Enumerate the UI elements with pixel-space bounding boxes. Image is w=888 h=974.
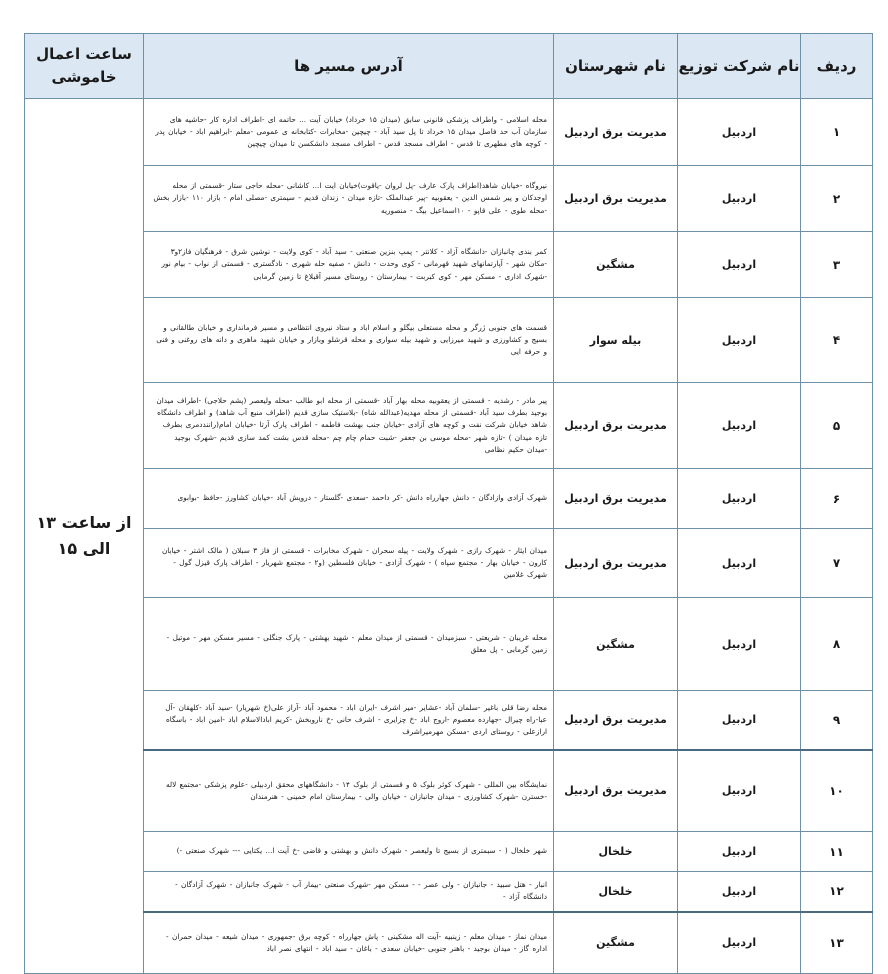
row-number: ۵ (801, 383, 873, 469)
blackout-schedule-table (24, 33, 873, 974)
route-address: نمایشگاه بین المللی - شهرک کوثر بلوک ۵ و قسمتی از بلوک ۱۴ - دانشگاههای محقق اردبیلی -علوم پزشکی -مجتمع لاله -خسترن -شهرک کشاورزی - میدان جانبازان - خیابان والی - بیمارستان امام خمینی - هنرمندان (144, 750, 554, 832)
city-name: مدیریت برق اردبیل (554, 99, 678, 166)
route-address: پیر مادر - رشدیه - قسمتی از یعقوبیه محله بهار آباد -قسمتی از محله ابو طالب -محله ولیعصر (پشم حلاجی) -اطراف میدان بوجید بطرف سید آباد -قسمتی از محله مهدیه(عبدالله شاه) -بلاستیک سازی قدیم (اطراف منبع آب شاهد) و اطراف دانشگاه شاهد خیابان شرکت نفت و کوچه های آزادی -خیابان جنب بهشت فاطمه - اطراف پارک آرتا -خیابان امام(راننددمری بطرف تازه میدان ) -تازه شهر -محله موسی بن جعفر -شبت حمام چام چم -محله قدس بشت کمد سازی قدیم -شهرک بوجید -میدان حکیم نظامی (144, 383, 554, 469)
company-name: اردبیل (678, 298, 801, 383)
table-header-row (25, 34, 873, 99)
route-address: کمر بندی چانبازان -دانشگاه آزاد - کلانتر - پمپ بنزین صنعتی - سید آباد - کوی ولایت - نوشین شرق - فرهنگیان فاز۲و۳ -مکان شهر - آپارتمانهای شهید قهرمانی - کوی وحدت - دانش - صفیه حله شهری - نادگستری - قسمتی از نواب - بیام نور -شهرک اداری - مسکن مهر - کوی کبربت - بیمارستان - روستای مسیر آقبلاغ تا زمین گرمابی (144, 232, 554, 298)
company-name: اردبیل (678, 832, 801, 872)
company-name: اردبیل (678, 912, 801, 974)
company-name: اردبیل (678, 691, 801, 750)
table-row (25, 529, 873, 598)
row-number: ۱ (801, 99, 873, 166)
table-row (25, 99, 873, 166)
table-row (25, 469, 873, 529)
row-number: ۱۱ (801, 832, 873, 872)
route-address: شهر خلخال ( - سبمتری از بسیج تا ولیعصر - شهرک دانش و بهشتی و قاضی -خ آیت ا... یکتایی --- شهرک صنعتی -) (144, 832, 554, 872)
route-address: انبار - هتل سبید - جانبازان - ولی عصر - - مسکن مهر -شهرک صنعتی -بیمار آب - شهرک جانبازان - شهرک آزادگان - دانشگاه آزاد - (144, 872, 554, 912)
row-number: ۱۳ (801, 912, 873, 974)
company-name: اردبیل (678, 872, 801, 912)
company-name: اردبیل (678, 598, 801, 691)
table-row (25, 872, 873, 912)
row-number: ۳ (801, 232, 873, 298)
city-name: مشگین (554, 232, 678, 298)
city-name: مدیریت برق اردبیل (554, 691, 678, 750)
row-number: ۲ (801, 166, 873, 232)
row-number: ۱۰ (801, 750, 873, 832)
table-row (25, 598, 873, 691)
company-name: اردبیل (678, 232, 801, 298)
header-time-line2: خاموشی (51, 68, 117, 86)
route-address: شهرک آزادی وازادگان - دانش جهارراه دانش -کر داحمد -سعدی -گلستار - درویش آباد -خیابان کشاورز -حافظ -بوابوی (144, 469, 554, 529)
company-name: اردبیل (678, 383, 801, 469)
city-name: مدیریت برق اردبیل (554, 750, 678, 832)
header-row-number: ردیف (801, 34, 873, 99)
company-name: اردبیل (678, 166, 801, 232)
table-row (25, 383, 873, 469)
table-row (25, 298, 873, 383)
row-number: ۹ (801, 691, 873, 750)
row-number: ۱۲ (801, 872, 873, 912)
row-number: ۴ (801, 298, 873, 383)
row-number: ۸ (801, 598, 873, 691)
city-name: مدیریت برق اردبیل (554, 166, 678, 232)
header-city: نام شهرستان (554, 34, 678, 99)
header-address: آدرس مسیر ها (144, 34, 554, 99)
table-row (25, 691, 873, 750)
header-time-line1: ساعت اعمال (36, 44, 132, 63)
route-address: محله اسلامی - واطراف پزشکی قانونی سابق (میدان ۱۵ خرداد) خیابان آیت ... حاتمه ای -اطراف اداره کار -حاشیه های سازمان آب حد فاصل میدان ۱۵ خرداد تا پل سید آباد - چیچین -مخابرات -کتابخانه ی عمومی -معلم -ابراهیم اباد - خیابان پدر - کوچه های مطهری تا قدس - اطراف مسجد قدس - اطراف مسجد دانشکسن تا میدان چیچین (144, 99, 554, 166)
route-address: میدان ایثار - شهرک رازی - شهرک ولایت - پیله سحران - شهرک مخابرات - قسمتی از فاز ۳ سبلان ( مالک اشتر - خیابان کارون - خیابان بهار - مجتمع سپاه ) - شهرک آزادی - خیابان فلسطین (و۲ - مجتمع شهریار - اطراف پارک قیزل گول - شهرک غلامین (144, 529, 554, 598)
table-row (25, 750, 873, 832)
city-name: خلخال (554, 872, 678, 912)
table-row (25, 166, 873, 232)
company-name: اردبیل (678, 750, 801, 832)
table-row (25, 832, 873, 872)
header-blackout-time (25, 34, 144, 99)
city-name: مدیریت برق اردبیل (554, 529, 678, 598)
route-address: قسمت های جنوبی ژرگر و محله مستعلی بیگلو و اسلام اباد و ستاد نیروی انتظامی و مسیر فرمانداری و خیابان طالقانی و بسیج و کشاورزی و شهید میرزایی و شهید بیله سواری و محله قرشلو وبازار و خیابان شهید ماهری و دانه های روغنی و فنی و حرفه ایی (144, 298, 554, 383)
blackout-time-cell (25, 99, 144, 974)
city-name: مشگین (554, 598, 678, 691)
city-name: بیله سوار (554, 298, 678, 383)
header-company: نام شرکت توزیع (678, 34, 801, 99)
city-name: مشگین (554, 912, 678, 974)
row-number: ۷ (801, 529, 873, 598)
company-name: اردبیل (678, 99, 801, 166)
city-name: خلخال (554, 832, 678, 872)
time-line1: از ساعت ۱۳ (36, 513, 132, 533)
table-row (25, 912, 873, 974)
company-name: اردبیل (678, 529, 801, 598)
row-number: ۶ (801, 469, 873, 529)
company-name: اردبیل (678, 469, 801, 529)
time-line2: الی ۱۵ (57, 539, 111, 558)
table-row (25, 232, 873, 298)
route-address: نیروگاه -خیابان شاهد(اطراف پارک عارف -پل لروان -یاقوت)خیابان ایت ا... کاشانی -محله حاجی ستار -قسمتی از محله اوجدکان و پیر شمس الدین - یعقوبیه -پیر عبدالملک -تازه میدان - زندان قدیم - سیمتری -مصلی امام - بازار ۱۱۰ -بازار بخش -محله طوی - علی قاپو - ۱۰اسماعیل بیگ - منصوریه (144, 166, 554, 232)
city-name: مدیریت برق اردبیل (554, 383, 678, 469)
route-address: محله غریبان - شریعتی - سبزمیدان - قسمتی از میدان معلم - شهید بهشتی - پارک جنگلی - مسیر مسکن مهر - موتیل - زمین گرمابی - پل معلق (144, 598, 554, 691)
city-name: مدیریت برق اردبیل (554, 469, 678, 529)
route-address: میدان نماز - میدان معلم - زینبیه -آیت اله مشکینی - پاش جهارراه - کوچه برق -جمهوری - میدان شیعه - میدان حمران - اداره گاز - میدان بوجید - باهنر جنوبی -خیابان سعدی - باغان - سید اباد - انتهای نصر اباد (144, 912, 554, 974)
route-address: محله رضا قلی باغیر -سلمان آباد -عشایر -میر اشرف -ایران اباد - محمود آباد -آراز علی(خ شهریار) -سید آباد -کلهقان -آل عبا-راه چیرال -جهارده معصوم -اروج اباد -خ چزایری - اشرف حانی -خ ناروبخش -کریم ابادالاسلام اباد -امین اباد - باسگاه ارازعلی - روستای اردی -مسکن مهرمیراشرف (144, 691, 554, 750)
